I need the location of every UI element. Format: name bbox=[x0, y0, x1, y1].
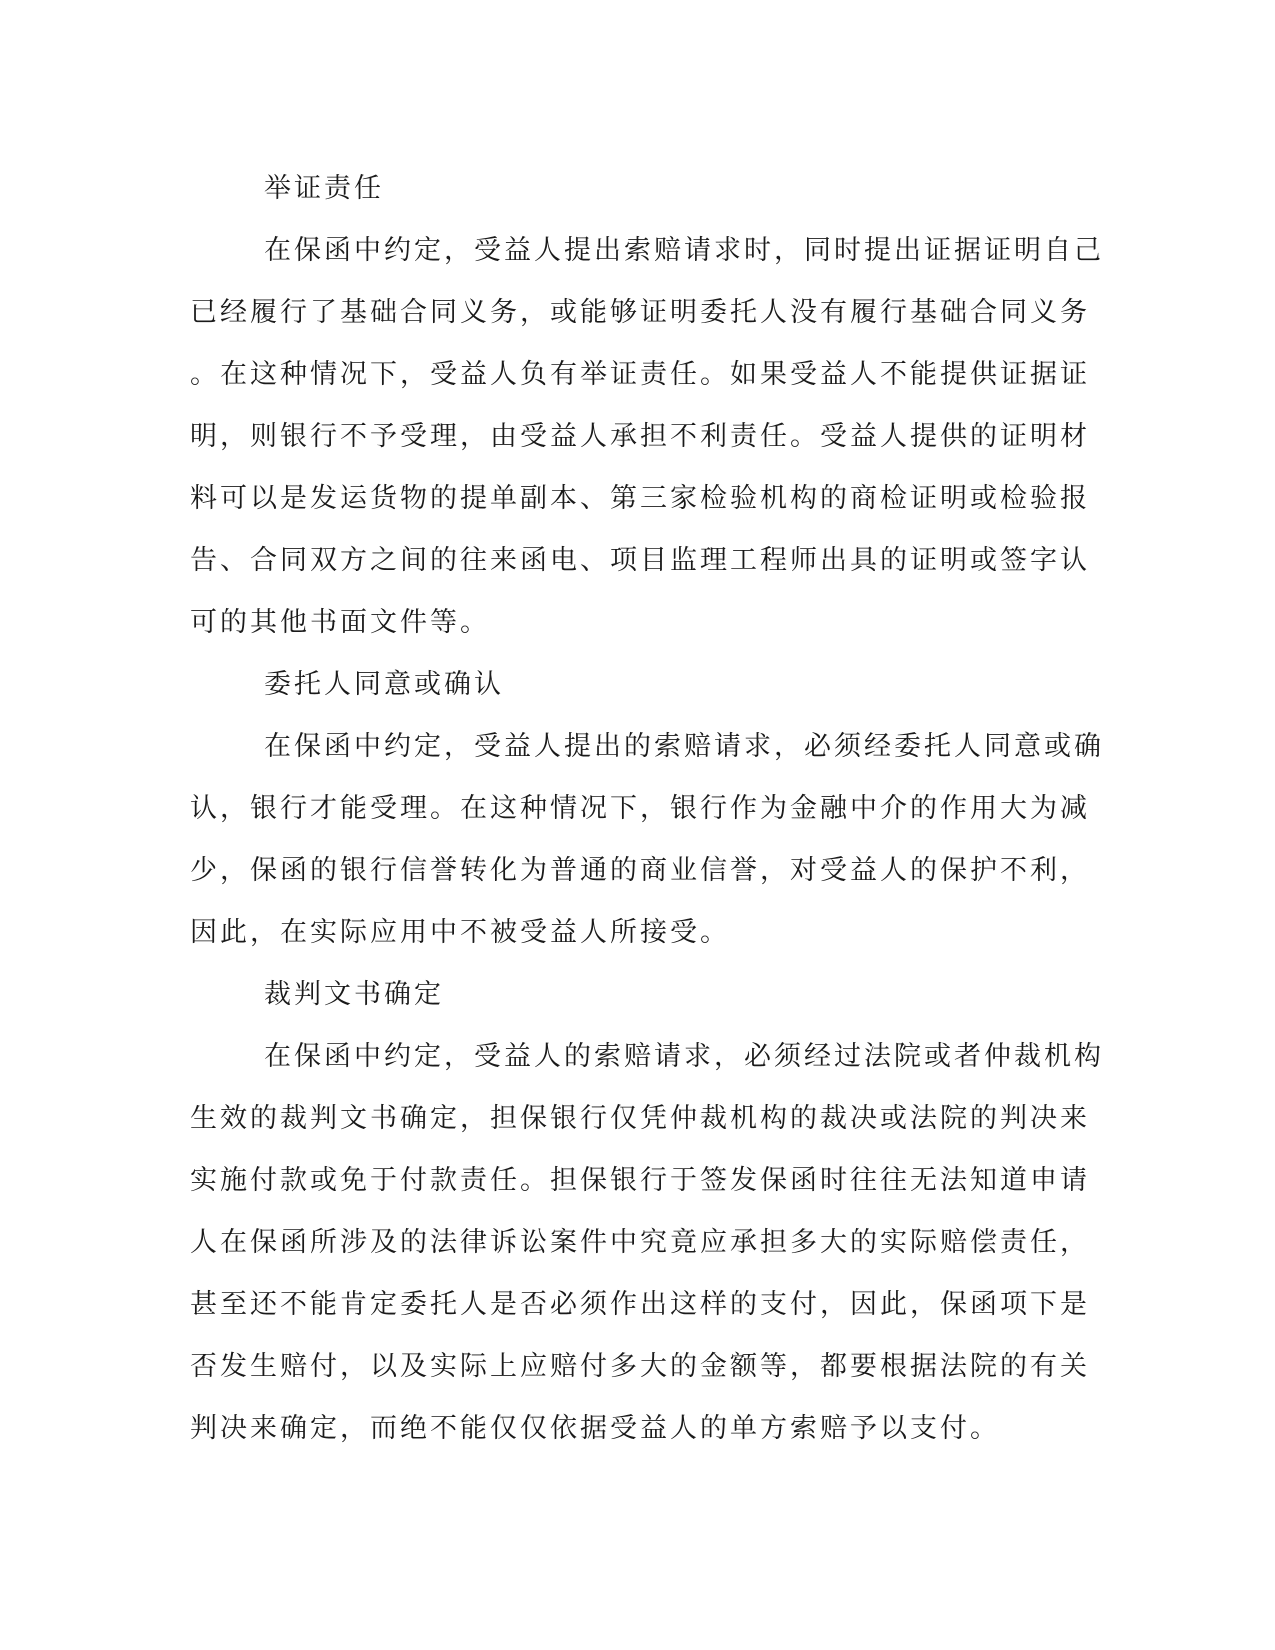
paragraph-line: 生效的裁判文书确定，担保银行仅凭仲裁机构的裁决或法院的判决来 bbox=[190, 1103, 1090, 1134]
section-heading: 举证责任 bbox=[264, 173, 384, 204]
paragraph-line: 可的其他书面文件等。 bbox=[190, 607, 490, 638]
section-heading: 裁判文书确定 bbox=[264, 979, 444, 1010]
paragraph-line: 告、合同双方之间的往来函电、项目监理工程师出具的证明或签字认 bbox=[190, 545, 1090, 576]
section-heading: 委托人同意或确认 bbox=[264, 669, 504, 700]
paragraph-line: 料可以是发运货物的提单副本、第三家检验机构的商检证明或检验报 bbox=[190, 483, 1090, 514]
paragraph-line: 明，则银行不予受理，由受益人承担不利责任。受益人提供的证明材 bbox=[190, 421, 1090, 452]
paragraph-line: 实施付款或免于付款责任。担保银行于签发保函时往往无法知道申请 bbox=[190, 1165, 1090, 1196]
section-principal-consent bbox=[190, 654, 1104, 964]
paragraph-line: 因此，在实际应用中不被受益人所接受。 bbox=[190, 917, 730, 948]
section-burden-of-proof bbox=[190, 158, 1104, 654]
paragraph-line: 少，保函的银行信誉转化为普通的商业信誉，对受益人的保护不利， bbox=[190, 855, 1090, 886]
paragraph-line: 人在保函所涉及的法律诉讼案件中究竟应承担多大的实际赔偿责任， bbox=[190, 1227, 1090, 1258]
paragraph-line: 认，银行才能受理。在这种情况下，银行作为金融中介的作用大为减 bbox=[190, 793, 1090, 824]
paragraph-line: 判决来确定，而绝不能仅仅依据受益人的单方索赔予以支付。 bbox=[190, 1413, 1000, 1444]
paragraph-line: 在保函中约定，受益人的索赔请求，必须经过法院或者仲裁机构 bbox=[264, 1041, 1104, 1072]
paragraph-line: 已经履行了基础合同义务，或能够证明委托人没有履行基础合同义务 bbox=[190, 297, 1090, 328]
paragraph-line: 在保函中约定，受益人提出索赔请求时，同时提出证据证明自己 bbox=[264, 235, 1104, 266]
section-judgment-determination bbox=[190, 964, 1104, 1460]
paragraph-line: 在保函中约定，受益人提出的索赔请求，必须经委托人同意或确 bbox=[264, 731, 1104, 762]
paragraph-line: 甚至还不能肯定委托人是否必须作出这样的支付，因此，保函项下是 bbox=[190, 1289, 1090, 1320]
document-body bbox=[190, 158, 1104, 1460]
paragraph-line: 。在这种情况下，受益人负有举证责任。如果受益人不能提供证据证 bbox=[190, 359, 1090, 390]
paragraph-line: 否发生赔付，以及实际上应赔付多大的金额等，都要根据法院的有关 bbox=[190, 1351, 1090, 1382]
